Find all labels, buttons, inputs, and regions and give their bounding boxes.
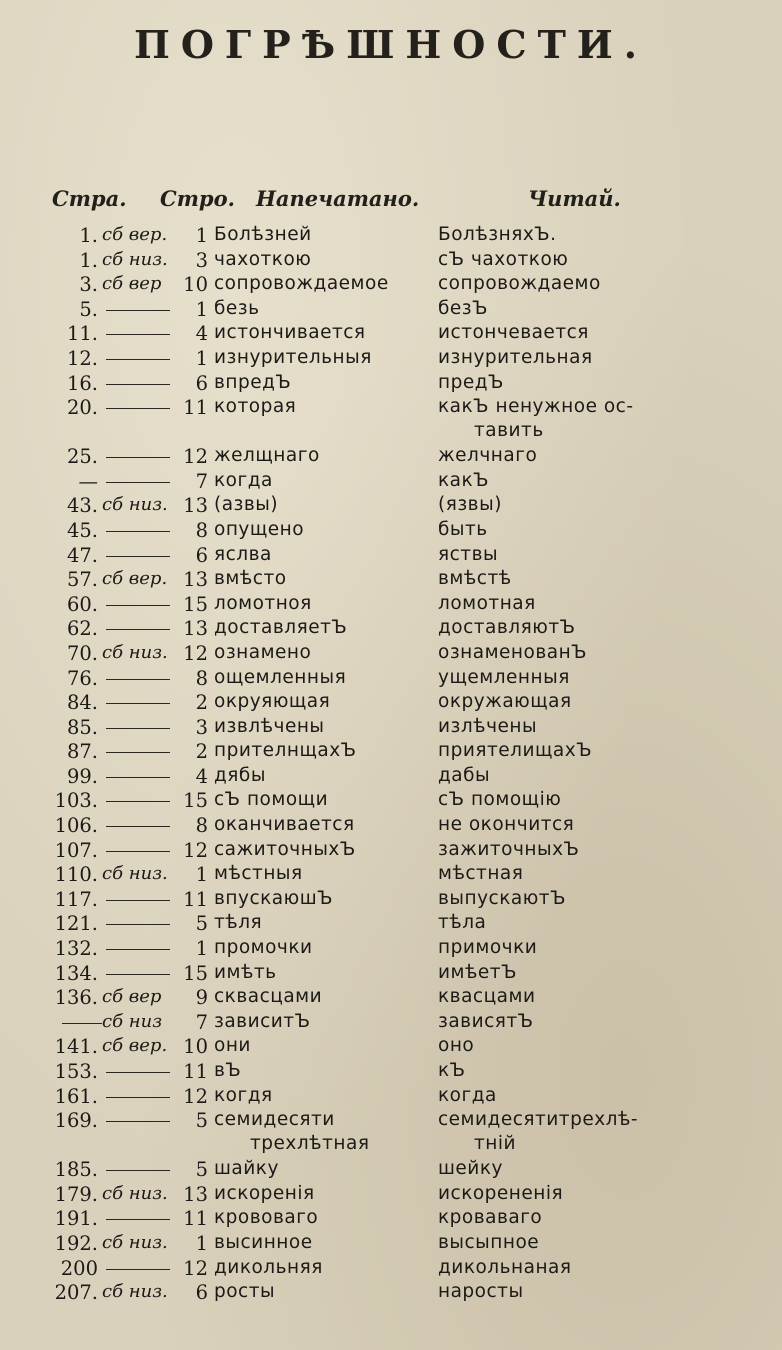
ditto-dash	[106, 801, 170, 802]
page-number: 20.	[66, 396, 98, 420]
page-number: 117.	[54, 887, 98, 911]
page-title: ПОГРѢШНОСТИ.	[133, 22, 649, 67]
line-number: 4	[195, 322, 208, 346]
errata-row	[0, 839, 782, 864]
page-number: 207.	[54, 1281, 98, 1305]
errata-row	[0, 372, 782, 397]
page-number: 25.	[66, 445, 98, 469]
errata-row	[0, 568, 782, 593]
line-number: 1	[195, 937, 208, 961]
printed-text: искоренія	[214, 1182, 315, 1204]
line-number: 2	[195, 740, 208, 764]
ditto-dash	[106, 556, 170, 557]
page-number: 179.	[54, 1182, 98, 1206]
correct-text: мѣстная	[438, 863, 524, 885]
line-number: 6	[195, 1281, 208, 1305]
printed-text: ощемленныя	[214, 666, 347, 688]
ditto-dash	[106, 728, 170, 729]
page-number: 12.	[66, 346, 98, 370]
header-page: Стра.	[52, 186, 127, 211]
printed-text: впредЪ	[214, 371, 292, 393]
ditto-dash	[106, 359, 170, 360]
line-position: сб низ.	[102, 248, 168, 270]
line-position: сб низ.	[102, 863, 168, 885]
ditto-dash	[106, 310, 170, 311]
errata-row	[0, 494, 782, 519]
line-number: 12	[183, 445, 208, 469]
page-number: 132.	[54, 937, 98, 961]
errata-row	[0, 1035, 782, 1060]
page-number: 106.	[54, 814, 98, 838]
line-number: 3	[195, 715, 208, 739]
errata-row	[0, 814, 782, 839]
printed-text: сЪ помощи	[214, 789, 329, 811]
correct-text: семидесятитрехлѣ-	[438, 1109, 639, 1131]
errata-row	[0, 445, 782, 470]
errata-row	[0, 1257, 782, 1282]
page-number: 110.	[54, 863, 98, 887]
line-number: 15	[183, 789, 208, 813]
printed-text: Болѣзней	[214, 224, 312, 245]
correct-text: истончевается	[438, 322, 589, 344]
page-number: 5.	[79, 297, 98, 321]
page-number: 121.	[54, 912, 98, 936]
errata-row	[0, 544, 782, 569]
printed-text: ознамено	[214, 641, 312, 663]
line-number: 1	[195, 346, 208, 370]
line-number: 6	[195, 543, 208, 567]
printed-text: зависитЪ	[214, 1010, 311, 1032]
errata-row	[0, 1011, 782, 1036]
page-number: 11.	[66, 322, 98, 346]
page-number: 1.	[79, 248, 98, 272]
correct-text: высыпное	[438, 1231, 540, 1253]
correct-text: приятелищахЪ	[438, 740, 593, 762]
line-number: 8	[195, 666, 208, 690]
line-number: 13	[183, 1182, 208, 1206]
ditto-dash	[106, 826, 170, 827]
errata-row	[0, 912, 782, 937]
page-number: 191.	[54, 1207, 98, 1231]
ditto-dash	[106, 974, 170, 975]
line-number: 4	[195, 764, 208, 788]
page-number: 60.	[66, 592, 98, 616]
ditto-dash	[106, 777, 170, 778]
printed-text: сажиточныхЪ	[214, 838, 356, 860]
page-number: 192.	[54, 1231, 98, 1255]
ditto-dash	[106, 1269, 170, 1270]
line-number: 9	[195, 986, 208, 1010]
line-position: сб низ.	[102, 641, 168, 663]
correct-text: безЪ	[438, 297, 489, 319]
printed-text: (азвы)	[214, 494, 279, 516]
correct-text: (язвы)	[438, 494, 502, 516]
correct-text: кЪ	[438, 1060, 466, 1081]
page-number: 99.	[66, 764, 98, 788]
page-number: 153.	[54, 1060, 98, 1083]
line-number: 8	[195, 518, 208, 542]
line-number: 15	[183, 592, 208, 616]
errata-row	[0, 322, 782, 347]
errata-row	[0, 1109, 782, 1158]
correct-text: когда	[438, 1084, 497, 1106]
line-number: 13	[183, 617, 208, 641]
line-number: 3	[195, 248, 208, 272]
printed-text: высинное	[214, 1231, 313, 1253]
errata-row	[0, 1085, 782, 1110]
line-number: 12	[183, 838, 208, 862]
correct-text: быть	[438, 518, 488, 540]
page-number: 3.	[79, 273, 98, 297]
errata-row	[0, 1183, 782, 1208]
ditto-dash	[106, 457, 170, 458]
page-number: 161.	[54, 1084, 98, 1108]
line-position: сб вер	[102, 273, 162, 295]
page-number: 84.	[66, 691, 98, 715]
page-number: 169.	[54, 1109, 98, 1133]
line-number: 5	[195, 1109, 208, 1133]
line-position: сб низ.	[102, 494, 168, 516]
page-number: 62.	[66, 617, 98, 641]
page-number: 87.	[66, 740, 98, 764]
correct-text: ломотная	[438, 592, 536, 614]
correct-text: примочки	[438, 937, 538, 959]
page-number: 141.	[54, 1035, 98, 1059]
errata-row	[0, 593, 782, 618]
printed-text: скваcцами	[214, 986, 323, 1008]
correct-text: дикольнаная	[438, 1256, 572, 1278]
correct-text: зажиточныхЪ	[438, 838, 580, 860]
page-number: 47.	[66, 543, 98, 567]
page-number: 45.	[66, 518, 98, 542]
page-number: 1.	[79, 224, 98, 247]
correct-text: сопровождаемо	[438, 273, 601, 295]
correct-text: оно	[438, 1035, 475, 1057]
correct-text: желчнаго	[438, 445, 538, 467]
line-number: 1	[195, 1231, 208, 1255]
page-number: 136.	[54, 986, 98, 1010]
ditto-dash	[106, 900, 170, 901]
page-number: 16.	[66, 371, 98, 395]
line-number: 12	[183, 1256, 208, 1280]
correct-text: сЪ помощію	[438, 789, 562, 811]
printed-text: росты	[214, 1281, 276, 1303]
page-number: 134.	[54, 961, 98, 985]
header-read: Читай.	[528, 186, 621, 211]
ditto-dash	[106, 1219, 170, 1220]
ditto-dash	[106, 1097, 170, 1098]
printed-text: прителнщахЪ	[214, 740, 357, 762]
line-number: 7	[195, 1010, 208, 1034]
correct-text-continued: тній	[474, 1133, 517, 1155]
errata-row	[0, 617, 782, 642]
printed-text: дикольняя	[214, 1256, 323, 1278]
ditto-dash	[106, 703, 170, 704]
correct-text: квасцами	[438, 986, 536, 1008]
ditto-dash	[106, 1170, 170, 1171]
line-position: сб низ.	[102, 1281, 168, 1303]
line-number: 10	[183, 1035, 208, 1059]
correct-text: имѣетЪ	[438, 961, 517, 983]
printed-text: оканчивается	[214, 814, 355, 836]
printed-text: тѣля	[214, 912, 263, 934]
line-position: сб низ.	[102, 1182, 168, 1204]
printed-text: истончивается	[214, 322, 366, 344]
errata-row	[0, 347, 782, 372]
printed-text: вЪ	[214, 1060, 242, 1081]
page-number: 185.	[54, 1158, 98, 1182]
line-number: 2	[195, 691, 208, 715]
printed-text: когдя	[214, 1084, 273, 1106]
errata-row	[0, 863, 782, 888]
printed-text: сопровождаемое	[214, 273, 389, 295]
errata-row	[0, 691, 782, 716]
correct-text: дабы	[438, 764, 491, 786]
correct-text: предЪ	[438, 371, 504, 393]
errata-row	[0, 642, 782, 667]
ditto-dash	[106, 408, 170, 409]
printed-text: доставляетЪ	[214, 617, 348, 639]
errata-row	[0, 716, 782, 741]
page-number: 85.	[66, 715, 98, 739]
correct-text: яствы	[438, 543, 499, 565]
errata-row	[0, 740, 782, 765]
ditto-dash	[106, 531, 170, 532]
line-number: 12	[183, 1084, 208, 1108]
line-number: 12	[183, 641, 208, 665]
errata-table	[0, 224, 782, 1306]
printed-text: окруяющая	[214, 691, 331, 713]
printed-text: безь	[214, 297, 260, 319]
line-number: 1	[195, 224, 208, 247]
correct-text: сЪ чахоткою	[438, 248, 569, 270]
printed-text: крововаго	[214, 1207, 319, 1229]
correct-text: доставляютЪ	[438, 617, 576, 639]
errata-row	[0, 396, 782, 445]
errata-row	[0, 937, 782, 962]
printed-text: чахоткою	[214, 248, 312, 270]
line-number: 1	[195, 863, 208, 887]
line-number: 6	[195, 371, 208, 395]
printed-text: семидесяти	[214, 1109, 335, 1131]
errata-row	[0, 986, 782, 1011]
line-position: сб вер.	[102, 1035, 168, 1057]
errata-row	[0, 1060, 782, 1085]
correct-text: окружающая	[438, 691, 572, 713]
column-headers	[0, 186, 782, 216]
ditto-dash	[106, 605, 170, 606]
errata-row	[0, 1207, 782, 1232]
line-position: сб вер.	[102, 224, 168, 245]
errata-row	[0, 1232, 782, 1257]
line-position: сб вер.	[102, 568, 168, 590]
printed-text: имѣть	[214, 961, 277, 983]
errata-row	[0, 249, 782, 274]
header-printed: Напечатано.	[256, 186, 420, 211]
line-number: 11	[183, 1207, 208, 1231]
page-number: 200	[60, 1256, 98, 1280]
printed-text: которая	[214, 396, 297, 418]
line-position: сб низ.	[102, 1231, 168, 1253]
line-number: 11	[183, 1060, 208, 1083]
ditto-dash	[106, 851, 170, 852]
printed-text-continued: трехлѣтная	[250, 1133, 370, 1155]
errata-row	[0, 1281, 782, 1306]
printed-text: вмѣсто	[214, 568, 287, 590]
printed-text: изнурительныя	[214, 346, 372, 368]
ditto-dash	[106, 629, 170, 630]
printed-text: яслва	[214, 543, 272, 565]
ditto-dash	[106, 384, 170, 385]
correct-text: зависятЪ	[438, 1010, 534, 1032]
ditto-dash	[106, 334, 170, 335]
ditto-dash	[106, 679, 170, 680]
printed-text: опущено	[214, 518, 305, 540]
printed-text: когда	[214, 469, 273, 491]
line-number: 8	[195, 814, 208, 838]
errata-row	[0, 273, 782, 298]
printed-text: дябы	[214, 764, 266, 786]
printed-text: извлѣчены	[214, 715, 325, 737]
line-number: 7	[195, 469, 208, 493]
line-position: сб низ	[102, 1010, 163, 1032]
errata-row	[0, 789, 782, 814]
printed-text: впускаюшЪ	[214, 887, 334, 909]
correct-text: ущемленныя	[438, 666, 570, 688]
ditto-dash	[106, 924, 170, 925]
printed-text: они	[214, 1035, 251, 1057]
errata-row	[0, 765, 782, 790]
printed-text: ломотноя	[214, 592, 312, 614]
correct-text: кроваваго	[438, 1207, 543, 1229]
errata-row	[0, 519, 782, 544]
header-line: Стро.	[160, 186, 235, 211]
line-number: 5	[195, 912, 208, 936]
printed-text: мѣстныя	[214, 863, 303, 885]
page-number: 103.	[54, 789, 98, 813]
printed-text: шайку	[214, 1158, 279, 1180]
correct-text: тѣла	[438, 912, 487, 934]
ditto-dash	[106, 949, 170, 950]
page-number: 107.	[54, 838, 98, 862]
ditto-dash	[106, 1072, 170, 1073]
correct-text-continued: тавить	[474, 420, 544, 442]
errata-row	[0, 888, 782, 913]
correct-text: не окончится	[438, 814, 575, 836]
line-number: 11	[183, 887, 208, 911]
ditto-dash	[106, 482, 170, 483]
correct-text: какЪ ненужное ос-	[438, 396, 634, 418]
line-number: 15	[183, 961, 208, 985]
errata-row	[0, 667, 782, 692]
correct-text: ознаменованЪ	[438, 641, 588, 663]
errata-row	[0, 962, 782, 987]
page-number: 76.	[66, 666, 98, 690]
line-number: 5	[195, 1158, 208, 1182]
correct-text: шейку	[438, 1158, 503, 1180]
errata-row	[0, 224, 782, 249]
page-number: 57.	[66, 568, 98, 592]
correct-text: искорененія	[438, 1182, 564, 1204]
correct-text: какЪ	[438, 469, 490, 491]
page-number: 43.	[66, 494, 98, 518]
ditto-dash	[106, 752, 170, 753]
ditto-dash	[62, 1023, 102, 1024]
errata-row	[0, 1158, 782, 1183]
ditto-dash	[106, 1121, 170, 1122]
correct-text: излѣчены	[438, 715, 538, 737]
line-number: 11	[183, 396, 208, 420]
line-number: 1	[195, 297, 208, 321]
line-number: 10	[183, 273, 208, 297]
line-number: 13	[183, 494, 208, 518]
printed-text: желщнаго	[214, 445, 320, 467]
printed-text: промочки	[214, 937, 313, 959]
page-number: 70.	[66, 641, 98, 665]
line-position: сб вер	[102, 986, 162, 1008]
line-number: 13	[183, 568, 208, 592]
correct-text: наросты	[438, 1281, 524, 1303]
correct-text: изнурительная	[438, 346, 593, 368]
errata-row	[0, 298, 782, 323]
page-number: —	[78, 469, 98, 493]
correct-text: выпускаютЪ	[438, 887, 566, 909]
correct-text: БолѣзняхЪ.	[438, 224, 557, 245]
errata-row	[0, 470, 782, 495]
correct-text: вмѣстѣ	[438, 568, 512, 590]
